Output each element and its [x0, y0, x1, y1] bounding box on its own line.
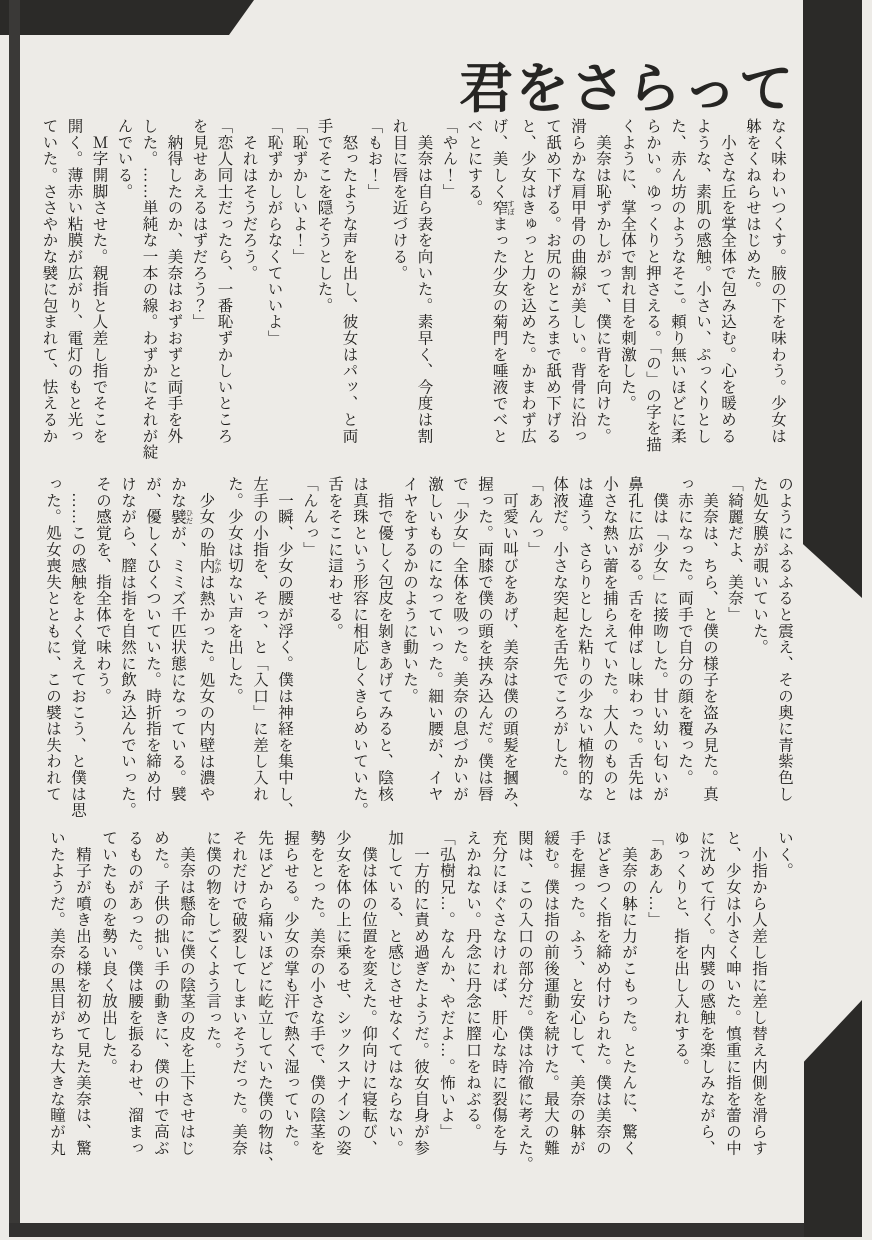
text-column: 「恋人同士だったら、一番恥ずかしいところ	[215, 118, 233, 444]
text-column: 小さな熱い蕾を捕らえていた。大人のものと	[601, 476, 618, 802]
text-column: 「もお！」	[365, 118, 383, 200]
text-column: Ｍ字開脚させた。親指と人差し指でそこを	[90, 118, 108, 444]
text-column: かな襞 ひだが、ミミズ千匹状態になっている。襞	[169, 476, 194, 803]
text-column: 「綺麗だよ、美奈」	[726, 476, 743, 623]
text-column: 手でそこを隠そうとした。	[315, 118, 333, 314]
text-column: った。処女喪失とともに、この襞は失われて	[44, 476, 61, 802]
text-column: 開く。薄赤い粘膜が広がり、電灯のもと光っ	[65, 118, 83, 444]
text-column: ほどきつく指を締め付けられた。僕は美奈の	[594, 830, 611, 1156]
text-column: れ目に唇を近づける。	[390, 118, 408, 281]
text-column: 「あんっ」	[526, 476, 543, 558]
text-column: に僕の物をしごくよう言った。	[204, 830, 221, 1059]
text-column: けながら、膣は指を自然に飲み込んでいった。	[119, 476, 136, 819]
text-column: ……この感触をよく覚えておこう、と僕は思	[69, 476, 86, 819]
text-column: 少女の胎内 なかは熱かった。処女の内壁は濃や	[197, 476, 223, 803]
text-column: めた。子供の拙い手の動きに、僕の中で高ぶ	[152, 830, 169, 1156]
right-bottom-black-band	[804, 1000, 862, 1237]
text-column: は真珠という形容に相応しくきらめいていた。	[351, 476, 368, 819]
text-column: くように、掌全体で割れ目を刺激した。	[619, 118, 636, 412]
text-column: 勢をとった。美奈の小さな手で、僕の陰茎を	[308, 830, 325, 1156]
text-column: んでいる。	[115, 118, 133, 200]
text-column: ゆっくりと、指を出し入れする。	[672, 830, 689, 1075]
text-column: 僕は体の位置を変えた。仰向けに寝転び、	[360, 830, 377, 1156]
text-column: て舐め下げる。お尻のところまで舐め下げる	[544, 118, 561, 444]
text-column: 先ほどから痛いほどに屹立していた僕の物は、	[256, 830, 273, 1173]
text-column: 「恥ずかしいよ！」	[290, 118, 308, 265]
text-column: 握った。両膝で僕の頭を挟み込んだ。僕は唇	[476, 476, 493, 802]
text-column: それはそうだろう。	[240, 118, 258, 281]
text-column: 美奈の躰に力がこもった。とたんに、驚く	[620, 830, 637, 1156]
text-column: 「弘樹兄…。なんか、やだよ…。怖いよ」	[438, 830, 455, 1140]
text-column: と、少女は小さく呻いた。慎重に指を蕾の中	[724, 830, 741, 1156]
text-column: のようにふるふると震え、その奥に青紫色し	[776, 476, 793, 802]
text-column: らかい。ゆっくりと押さえる。「の」の字を描	[644, 118, 661, 453]
text-column: 加している、と感じさせなくてはならない。	[386, 830, 403, 1156]
text-column: 小指から人差し指に差し替え内側を滑らす	[750, 830, 767, 1156]
text-column: ていたものを勢い良く放出した。	[100, 830, 117, 1075]
text-column: 緩む。僕は指の前後運動を続けた。最大の難	[542, 830, 559, 1156]
text-column: 躰をくねらせはじめた。	[744, 118, 761, 298]
text-column: を見せあえるはずだろう？」	[190, 118, 208, 330]
text-column: っ赤になった。両手で自分の顔を覆った。	[676, 476, 693, 786]
text-column: ような、素肌の感触。小さい、ぷっくりとし	[694, 118, 711, 444]
text-column: 小さな丘を掌全体で包み込む。心を暖める	[719, 118, 736, 444]
text-column: 「んんっ」	[301, 476, 318, 558]
text-column: 握らせる。少女の掌も汗で熱く湿っていた。	[282, 830, 299, 1156]
text-column: なく味わいつくす。腋の下を味わう。少女は	[769, 118, 786, 444]
text-column: 体液だ。小さな突起を舌先でころがした。	[551, 476, 568, 786]
text-column: べとにする。	[465, 118, 483, 216]
text-column: 「ああん…」	[646, 830, 663, 928]
text-column: た、赤ん坊のようなそこ。頼り無いほどに柔	[669, 118, 686, 444]
text-column: いたようだ。美奈の黒目がちな大きな瞳が丸	[48, 830, 65, 1156]
text-column: 「恥ずかしがらなくていいよ」	[265, 118, 283, 347]
text-column: 美奈は懸命に僕の陰茎の皮を上下させはじ	[178, 830, 195, 1156]
text-column: た処女膜が覗いていた。	[751, 476, 768, 656]
text-column: た。少女は切ない声を出した。	[226, 476, 243, 705]
text-column: 充分にほぐさなければ、肝心な時に裂傷を与	[490, 830, 507, 1156]
text-block-middle	[40, 476, 797, 828]
text-block-bottom	[43, 830, 797, 1210]
text-column: 怒ったような声を出し、彼女はパッ、と両	[340, 118, 358, 444]
text-column: 激しいものになっていった。細い腰が、イヤ	[426, 476, 443, 802]
text-column: 一方的に責め過ぎたようだ。彼女自身が参	[412, 830, 429, 1156]
text-column: 美奈は、ちら、と僕の様子を盗み見た。真	[701, 476, 718, 802]
text-column: 美奈は恥ずかしがって、僕に背を向けた。	[594, 118, 611, 444]
text-column: 納得したのか、美奈はおずおずと両手を外	[165, 118, 183, 444]
text-column: るものがあった。僕は腰を振るわせ、溜まっ	[126, 830, 143, 1156]
page-title: 君をさらって	[459, 59, 795, 119]
text-column: 美奈は自ら表を向いた。素早く、今度は割	[415, 118, 433, 444]
text-column: で「少女」全体を吸った。美奈の息づかいが	[451, 476, 468, 802]
text-column: 左手の小指を、そっ、と「入口」に差し入れ	[251, 476, 268, 802]
text-column: イヤをするかのように動いた。	[401, 476, 418, 705]
text-column: 滑らかな肩甲骨の曲線が美しい。背骨に沿っ	[569, 118, 586, 444]
text-column: 舌をそこに這わせる。	[326, 476, 343, 639]
text-column: 精子が噴き出る様を初めて見た美奈は、驚	[74, 830, 91, 1156]
left-border-rule	[9, 0, 20, 1232]
text-column: は違う、さらりとした粘りの少ない植物的な	[576, 476, 593, 802]
top-left-black-band	[0, 0, 254, 35]
text-column: 「やん！」	[440, 118, 458, 200]
right-top-black-band	[803, 0, 862, 598]
text-column: 一瞬、少女の腰が浮く。僕は神経を集中し、	[276, 476, 293, 819]
text-column: げ、美しく窄 すぼまった少女の菊門を唾液でべと	[490, 118, 516, 445]
text-column: 手を握った。ふう、と安心して、美奈の躰が	[568, 830, 585, 1156]
text-column: 僕は「少女」に接吻した。甘い幼い匂いが	[651, 476, 668, 802]
text-column: それだけで破裂してしまいそうだった。美奈	[230, 830, 247, 1156]
text-column: いく。	[776, 830, 793, 879]
text-column: 可愛い叫びをあげ、美奈は僕の頭髪を摑み、	[501, 476, 518, 819]
text-column: 鼻孔に広がる。舌を伸ばし味わった。舌先は	[626, 476, 643, 802]
text-column: に沈めて行く。内襞の感触を楽しみながら、	[698, 830, 715, 1156]
text-column: した。……単純な一本の線。わずかにそれが綻	[140, 118, 158, 461]
text-column: ていた。ささやかな襞に包まれて、怯えるか	[40, 118, 58, 444]
text-column: 少女を体の上に乗るせ、シックスナインの姿	[334, 830, 351, 1156]
text-column: が、優しくひくついていた。時折指を締め付	[144, 476, 161, 802]
bottom-border-rule	[9, 1223, 861, 1237]
text-block-top	[37, 118, 791, 476]
text-column: 指で優しく包皮を剝きあげてみると、陰核	[376, 476, 393, 802]
text-column: その感覚を、指全体で味わう。	[94, 476, 111, 705]
text-column: と、少女はきゅっと力を込めた。かまわず広	[519, 118, 536, 444]
text-column: えかねない。丹念に丹念に膣口をねぶる。	[464, 830, 481, 1140]
text-column: 関は、この入口の部分だ。僕は冷徹に考えた。	[516, 830, 533, 1173]
